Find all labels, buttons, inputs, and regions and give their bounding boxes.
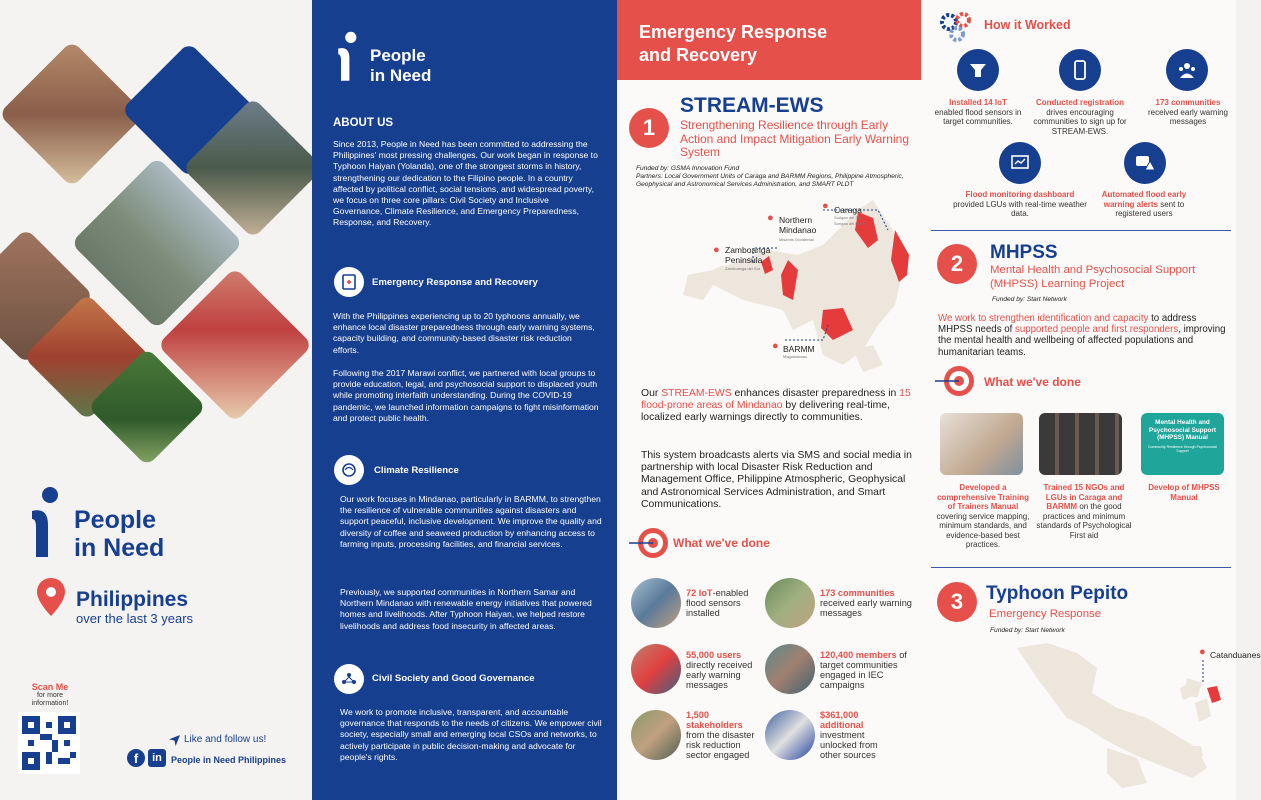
done-heading: What we've done: [673, 536, 770, 550]
about-heading: ABOUT US: [333, 117, 394, 129]
desc-text: , improving the mental health and wellbeing of affected populations and humanitarian teams.: [938, 324, 1226, 358]
stat-text: directly received early warning messages: [686, 660, 753, 690]
desc-highlight: STREAM-EWS: [661, 388, 732, 399]
follow-text: Like and follow us!: [184, 734, 267, 745]
target-icon: [935, 364, 975, 398]
section-climate-title: Climate Resilience: [374, 465, 459, 476]
section-governance-p1: We work to promote inclusive, transparent, and accountable governance that responds to the needs of citizens. We empower civil society, especially small and emerging local CSOs and networks, to actively participate in public decision-making and advocate for people's rights.: [340, 707, 602, 762]
stat-members: [820, 650, 920, 690]
emergency-banner: [617, 0, 921, 80]
mhpss-item-training: [1035, 483, 1133, 540]
luzon-map: [1007, 638, 1227, 798]
stat-highlight: 120,400 members: [820, 650, 897, 660]
mhpss-text: covering service mapping, minimum standards, and evidence-based best practices.: [936, 511, 1030, 549]
logo-icon: [26, 485, 66, 561]
stat-investment: [820, 710, 900, 760]
about-body: Since 2013, People in Need has been committed to addressing the Philippines' most pressing challenges. Our work began in response to Typhoon Haiyan (Yolanda), one of the strongest storms in history, strengthening our dedication to the Filipino people. In a country affected by political conflict, social tensions, and widespread poverty, we focus on three core pillars: Civil Society and Inclusive Governance, Climate Resilience, and Emergency Preparedness, Response, and Recovery.: [333, 139, 598, 228]
banner-line2: and Recovery: [639, 45, 758, 65]
how-highlight: Flood monitoring dashboard: [965, 190, 1075, 199]
map-label-caraga: Caraga: [834, 205, 862, 215]
country-title: Philippines: [76, 588, 189, 611]
mhpss-photo-training: [1039, 413, 1122, 475]
emergency-panel: [617, 0, 927, 800]
stat-text: -enabled flood sensors installed: [686, 588, 749, 618]
project3-funded: Funded by: Start Network: [990, 627, 1065, 634]
desc-highlight: supported people and first responders: [1015, 324, 1179, 336]
section-emergency-title: Emergency Response and Recovery: [372, 277, 538, 288]
map-sublabel-northern-mindanao: Misamis Occidental: [779, 237, 814, 242]
divider: [931, 567, 1231, 568]
qr-code[interactable]: [18, 712, 80, 774]
stat-photo: [631, 710, 681, 760]
project2-funded: Funded by: Start Network: [992, 296, 1067, 303]
divider: [931, 230, 1231, 231]
facebook-icon[interactable]: f: [127, 749, 145, 767]
logo-icon-white: [334, 29, 362, 85]
target-icon: [629, 526, 669, 560]
map-sublabel-caraga: Surigao del Sur: [834, 215, 862, 220]
mhpss-photo-manual: [940, 413, 1023, 475]
mhpss-item-develop: [1139, 483, 1229, 502]
mhpss-highlight: Developed a comprehensive Training of Trainers Manual: [936, 483, 1030, 511]
section-climate-p1: Our work focuses in Mindanao, particularly in BARMM, to strengthen the resilience of vulnerable communities against disasters and support peaceful, inclusive development. We improve the quality and diversity of coffee and seaweed production by enhancing access to farming inputs, processing facilities, and financial services.: [340, 494, 602, 549]
map-label-zamboanga: Zamboanga Peninsula: [725, 245, 771, 265]
map-sublabel-barmm: Maguindanao: [783, 354, 808, 359]
how-item-dashboard: [953, 190, 1087, 219]
how-text: provided LGUs with real-time weather data.: [953, 199, 1087, 218]
about-panel: [312, 0, 617, 800]
scan-subtitle: for more information!: [31, 692, 69, 707]
scan-title: Scan Me: [31, 682, 69, 692]
how-item-communities: [1145, 98, 1231, 127]
project2-number: 2: [937, 244, 977, 284]
banner-line1: Emergency Response: [639, 22, 828, 42]
project2-subtitle: Mental Health and Psychosocial Support (MHPSS) Learning Project: [990, 264, 1196, 290]
mhpss-highlight: Trained 15 NGOs and LGUs in Caraga and BARMM: [1043, 483, 1125, 511]
cover-logo-line1: People: [74, 506, 156, 534]
desc-text: by delivering real-time, localized early warnings directly to communities.: [641, 400, 890, 424]
map-label-barmm: BARMM: [783, 344, 815, 354]
how-text: drives encouraging communities to sign up for STREAM-EWS.: [1033, 107, 1127, 136]
how-highlight: Conducted registration: [1035, 98, 1124, 107]
manual-cover-subtitle: Community Resilience through Psychosocial Support: [1147, 444, 1218, 453]
stat-iot: [686, 588, 764, 618]
stat-users: [686, 650, 764, 690]
country-subtitle: over the last 3 years: [76, 611, 194, 626]
stat-highlight: 1,500 stakeholders: [686, 710, 743, 730]
about-logo-line1: People: [370, 46, 426, 65]
emergency-icon: [334, 267, 364, 297]
how-text: sent to registered users: [1115, 199, 1185, 218]
send-icon: [169, 735, 180, 746]
stat-highlight: 55,000 users: [686, 650, 742, 660]
mhpss-done-heading: What we've done: [984, 375, 1081, 389]
mhpss-item-manual: [933, 483, 1033, 550]
map-pin-icon: ●: [772, 340, 779, 352]
collage-photo-sewing: [0, 40, 146, 187]
map-pin-icon: ●: [767, 212, 774, 224]
section-emergency-p2: Following the 2017 Marawi conflict, we partnered with local groups to provide education, legal, and psychosocial support to displaced youth while promoting interfaith understanding. During the COVID-19 pandemic, we launched information campaigns to fight misinformation and protect public health.: [333, 368, 599, 423]
project1-title: STREAM-EWS: [680, 94, 824, 117]
section-governance-title: Civil Society and Good Governance: [372, 673, 535, 684]
mhpss-text: on the good practices and minimum standards of Psychological First aid: [1036, 502, 1132, 540]
project3-number: 3: [937, 582, 977, 622]
stat-stakeholders: [686, 710, 766, 760]
project3-subtitle: Emergency Response: [989, 608, 1102, 620]
stat-text: investment unlocked from other sources: [820, 730, 878, 760]
about-logo-line2: in Need: [370, 66, 432, 85]
desc-text: Our: [641, 388, 662, 399]
stat-highlight: $361,000 additional: [820, 710, 864, 730]
section-climate-p2: Previously, we supported communities in Northern Samar and Northern Mindanao with renewable energy initiatives that powered homes and livelihoods. After Typhoon Haiyan, we helped restore livelihoods and address food insecurity in affected areas.: [340, 587, 592, 631]
desc-highlight: We work to strengthen identification and capacity: [938, 313, 1149, 324]
stream-description: [641, 388, 913, 425]
how-highlight: Automated flood early warning alerts: [1101, 190, 1187, 209]
how-heading: How it Worked: [984, 18, 1071, 32]
flood-sensor-icon: [957, 49, 999, 91]
how-item-alerts: [1089, 190, 1199, 219]
project3-title: Typhoon Pepito: [986, 583, 1129, 604]
map-pin-icon: ●: [1199, 646, 1206, 658]
stat-photo: [765, 578, 815, 628]
how-highlight: 173 communities: [1155, 98, 1221, 107]
mhpss-highlight: Develop of MHPSS Manual: [1148, 483, 1220, 502]
cover-panel: [0, 0, 312, 800]
mhpss-description: [938, 313, 1228, 358]
how-highlight: Installed 14 IoT: [949, 98, 1007, 107]
stat-highlight: 72 IoT: [686, 588, 713, 598]
stat-highlight: 173 communities: [820, 588, 895, 598]
governance-icon: [334, 664, 364, 694]
map-pin-icon: ●: [822, 200, 829, 212]
how-item-sensors: [933, 98, 1023, 127]
map-pin-icon: ●: [713, 244, 720, 256]
stat-photo: [765, 644, 815, 694]
desc-highlight: 15 flood-prone areas of Mindanao: [641, 388, 911, 412]
section-emergency-p1: With the Philippines experiencing up to 20 typhoons annually, we enhance local disaster preparedness through early warning systems, capacity building, and community-based disaster risk reduction efforts.: [333, 311, 595, 355]
desc-text: enhances disaster preparedness in: [731, 388, 900, 399]
stat-photo: [765, 710, 815, 760]
project1-funded: Funded by: GSMA Innovation Fund: [636, 165, 740, 172]
projects-panel: [927, 0, 1261, 800]
alert-message-icon: [1124, 142, 1166, 184]
map-label-catanduanes: Catanduanes: [1210, 650, 1261, 660]
project1-subtitle: Strengthening Resilience through Early Action and Impact Mitigation Early Warning System: [680, 118, 909, 159]
how-text: received early warning messages: [1147, 107, 1229, 126]
stat-text: received early warning messages: [820, 598, 912, 618]
stat-text: from the disaster risk reduction sector engaged: [686, 730, 755, 760]
desc-text: to address MHPSS needs of: [938, 313, 1197, 336]
cover-logo-line2: in Need: [74, 534, 165, 562]
gears-icon: [939, 10, 979, 44]
project2-title: MHPSS: [990, 242, 1058, 263]
map-label-northern-mindanao: Northern Mindanao: [779, 215, 817, 235]
linkedin-icon[interactable]: in: [148, 749, 166, 767]
stat-photo: [631, 578, 681, 628]
community-icon: [1166, 49, 1208, 91]
how-item-registration: [1030, 98, 1130, 136]
stat-communities: [820, 588, 918, 618]
stat-photo: [631, 644, 681, 694]
mhpss-manual-cover: [1141, 413, 1224, 475]
project1-number: 1: [629, 108, 669, 148]
how-text: enabled flood sensors in target communities.: [934, 107, 1022, 126]
map-sublabel-zamboanga: Zamboanga del Sur: [725, 266, 761, 271]
manual-cover-title: Mental Health and Psychosocial Support (MHPSS) Manual: [1148, 419, 1217, 441]
map-sublabel-caraga-2: Surigao del Norte: [834, 221, 866, 226]
location-pin-icon: [37, 578, 65, 616]
stream-description-2: This system broadcasts alerts via SMS and social media in partnership with local Disaster Risk Reduction and Management Office, Philippine Atmospheric, Geophysical and Astronomical Services Administration, and Smart Communications.: [641, 450, 912, 510]
climate-icon: [334, 455, 364, 485]
project1-partners: Partners: Local Government Units of Caraga and BARMM Regions, Philippine Atmospheric, Geophysical and Astronomical Services Administration, and SMART PLDT: [636, 173, 904, 188]
dashboard-icon: [999, 142, 1041, 184]
stat-text: of target communities engaged in IEC campaigns: [820, 650, 907, 690]
social-handle[interactable]: People in Need Philippines: [171, 755, 287, 765]
phone-icon: [1059, 49, 1101, 91]
